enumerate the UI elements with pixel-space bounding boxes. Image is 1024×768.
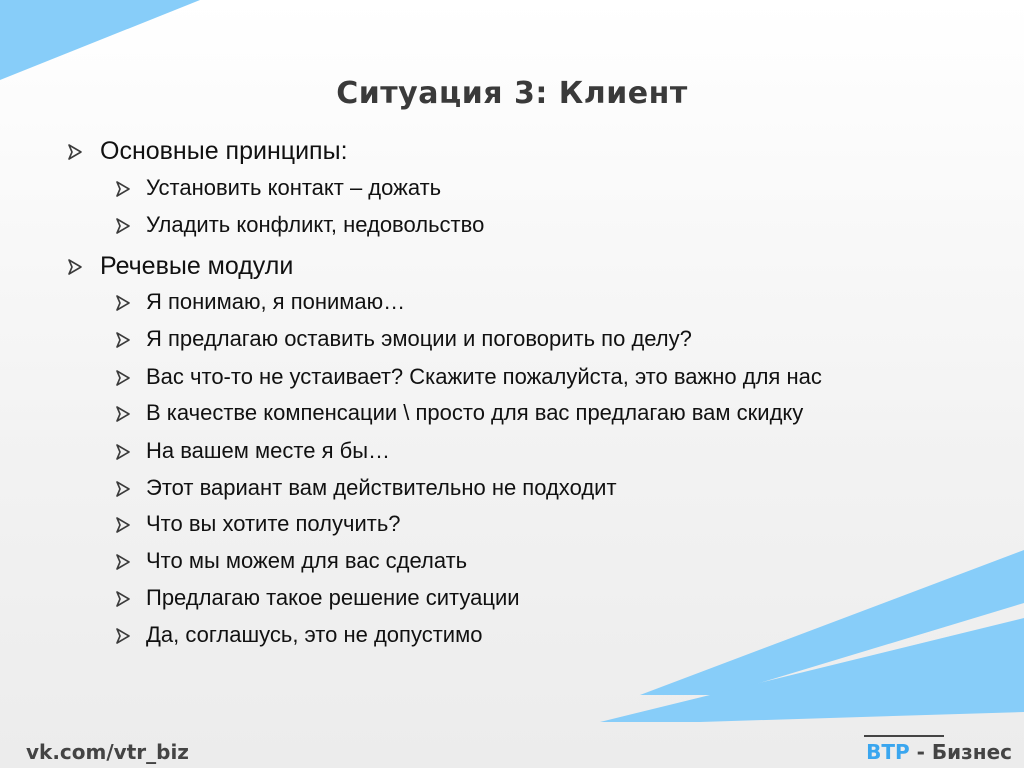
footer-link[interactable]: vk.com/vtr_biz bbox=[26, 740, 189, 764]
list-item-text: Я предлагаю оставить эмоции и поговорить по делу? bbox=[146, 326, 692, 351]
list-item-sub bbox=[114, 475, 617, 501]
list-item-text: Да, соглашусь, это не допустимо bbox=[146, 622, 483, 647]
list-item-text: На вашем месте я бы… bbox=[146, 438, 391, 463]
slide-title: Ситуация 3: Клиент bbox=[336, 76, 688, 111]
list-item-sub bbox=[114, 511, 401, 537]
list-item-sub bbox=[114, 585, 520, 611]
brand-divider bbox=[864, 735, 944, 737]
arrow-bullet-icon bbox=[114, 516, 134, 534]
list-item-text: Я понимаю, я понимаю… bbox=[146, 289, 406, 314]
arrow-bullet-icon bbox=[114, 217, 134, 235]
list-item-text: Речевые модули bbox=[100, 252, 294, 280]
list-item-main bbox=[66, 252, 293, 281]
list-item-sub bbox=[114, 622, 482, 648]
list-item-sub bbox=[114, 400, 803, 426]
list-item-text: Этот вариант вам действительно не подходит bbox=[146, 475, 617, 500]
list-item-sub bbox=[114, 212, 484, 238]
arrow-bullet-icon bbox=[114, 294, 134, 312]
arrow-bullet-icon bbox=[114, 180, 134, 198]
list-item-sub bbox=[114, 289, 405, 315]
list-item-sub bbox=[114, 548, 467, 574]
arrow-bullet-icon bbox=[66, 143, 86, 161]
footer-brand bbox=[866, 740, 1012, 764]
arrow-bullet-icon bbox=[114, 590, 134, 608]
arrow-bullet-icon bbox=[114, 369, 134, 387]
list-item-text: Вас что-то не устаивает? Скажите пожалуйста, это важно для нас bbox=[146, 364, 822, 389]
arrow-bullet-icon bbox=[114, 627, 134, 645]
list-item-text: В качестве компенсации \ просто для вас предлагаю вам скидку bbox=[146, 400, 804, 425]
arrow-bullet-icon bbox=[114, 553, 134, 571]
list-item-text: Предлагаю такое решение ситуации bbox=[146, 585, 520, 610]
list-item-text: Установить контакт – дожать bbox=[146, 175, 442, 200]
list-item-main bbox=[66, 137, 348, 166]
arrow-bullet-icon bbox=[114, 331, 134, 349]
arrow-bullet-icon bbox=[114, 405, 134, 423]
brand-name: ВТР bbox=[866, 740, 910, 764]
list-item-sub bbox=[114, 326, 692, 352]
list-item-sub bbox=[114, 438, 390, 464]
list-item-sub bbox=[114, 364, 822, 390]
list-item-text: Что мы можем для вас сделать bbox=[146, 548, 468, 573]
list-item-text: Уладить конфликт, недовольство bbox=[146, 212, 485, 237]
list-item-sub bbox=[114, 175, 441, 201]
arrow-bullet-icon bbox=[114, 443, 134, 461]
list-item-text: Что вы хотите получить? bbox=[146, 511, 401, 536]
arrow-bullet-icon bbox=[114, 480, 134, 498]
arrow-bullet-icon bbox=[66, 258, 86, 276]
list-item-text: Основные принципы: bbox=[100, 137, 348, 165]
brand-suffix: - Бизнес bbox=[909, 740, 1012, 764]
